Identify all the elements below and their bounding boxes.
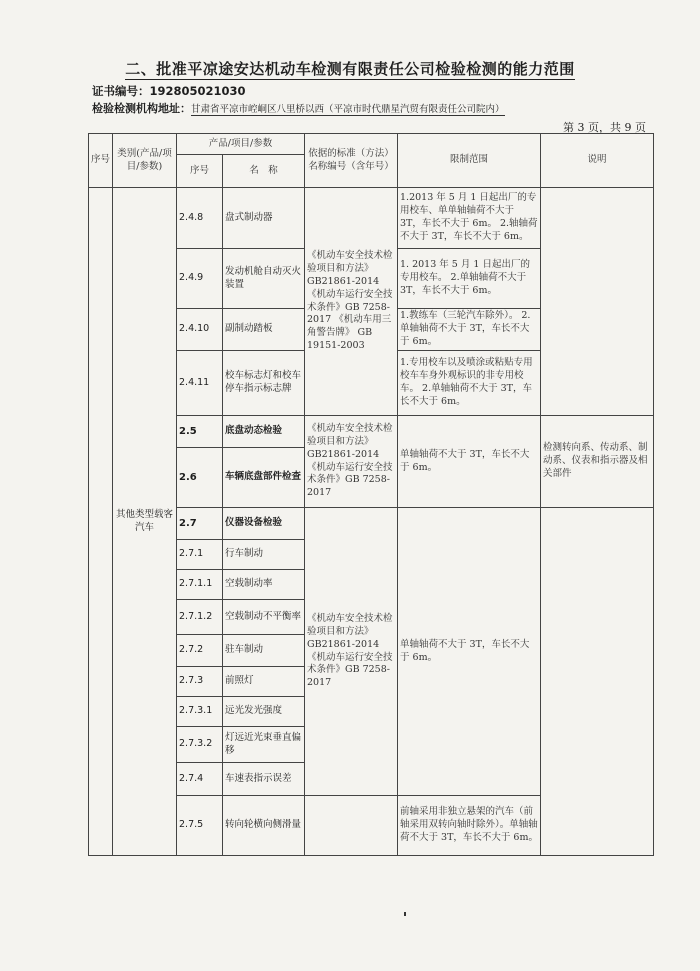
header-standard: 依据的标准（方法）名称编号（含年号）	[305, 134, 398, 188]
note-cell	[541, 508, 654, 856]
item-name: 空载制动率	[223, 570, 305, 600]
item-name: 车辆底盘部件检查	[223, 448, 305, 508]
header-category: 类别(产品/项目/参数)	[113, 134, 177, 188]
category-cell: 其他类型载客汽车	[113, 188, 177, 856]
item-name: 仪器设备检验	[223, 508, 305, 540]
note-cell: 检测转向系、传动系、制动系、仪表和指示器及相关部件	[541, 416, 654, 508]
item-name: 副制动踏板	[223, 309, 305, 351]
item-name: 驻车制动	[223, 635, 305, 667]
header-note: 说明	[541, 134, 654, 188]
item-name: 前照灯	[223, 667, 305, 697]
certificate-number: 证书编号：192805021030	[92, 84, 246, 98]
header-product-group: 产品/项目/参数	[177, 134, 305, 155]
limit-cell: 1.专用校车以及喷涂或粘贴专用校车车身外观标识的非专用校车。 2.单轴轴荷不大于 3T，车长不大于 6m。	[398, 351, 541, 416]
limit-cell: 1.教练车（三轮汽车除外）。 2.单轴轴荷不大于 3T，车长不大于 6m。	[398, 309, 541, 351]
capability-table	[88, 133, 654, 856]
item-name: 盘式制动器	[223, 188, 305, 249]
item-name: 车速表指示误差	[223, 763, 305, 796]
scan-mark	[404, 912, 406, 916]
note-cell	[541, 188, 654, 416]
item-code: 2.7	[177, 508, 223, 540]
item-code: 2.7.5	[177, 796, 223, 856]
item-name: 底盘动态检验	[223, 416, 305, 448]
limit-cell: 单轴轴荷不大于 3T，车长不大于 6m。	[398, 508, 541, 796]
page-number: 第 3 页，共 9 页	[563, 121, 646, 134]
item-name: 校车标志灯和校车停车指示标志牌	[223, 351, 305, 416]
standard-cell: 《机动车安全技术检验项目和方法》GB21861-2014 《机动车运行安全技术条件》GB 7258-2017	[305, 508, 398, 796]
item-code: 2.5	[177, 416, 223, 448]
standard-cell: 《机动车安全技术检验项目和方法》GB21861-2014 《机动车运行安全技术条件》GB 7258-2017 《机动车用三角警告牌》 GB 19151-2003	[305, 188, 398, 416]
item-code: 2.7.3	[177, 667, 223, 697]
header-item-seq: 序号	[177, 155, 223, 188]
item-code: 2.7.1.1	[177, 570, 223, 600]
seq-cell	[89, 188, 113, 856]
item-code: 2.7.4	[177, 763, 223, 796]
limit-cell: 前轴采用非独立悬架的汽车（前轴采用双转向轴时除外）。单轴轴荷不大于 3T，车长不大于 6m。	[398, 796, 541, 856]
item-code: 2.6	[177, 448, 223, 508]
item-name: 空载制动不平衡率	[223, 600, 305, 635]
institution-address: 检验检测机构地址：甘肃省平凉市崆峒区八里桥以西（平凉市时代鼎星汽贸有限责任公司院内）	[92, 102, 505, 115]
item-name: 转向轮横向侧滑量	[223, 796, 305, 856]
item-code: 2.7.3.1	[177, 697, 223, 727]
header-item-name: 名 称	[223, 155, 305, 188]
limit-cell: 1. 2013 年 5 月 1 日起出厂的专用校车。 2.单轴轴荷不大于 3T，车长不大于 6m。	[398, 249, 541, 309]
item-name: 远光发光强度	[223, 697, 305, 727]
item-code: 2.7.2	[177, 635, 223, 667]
page-title: 二、批准平凉途安达机动车检测有限责任公司检验检测的能力范围	[125, 60, 575, 78]
header-limit: 限制范围	[398, 134, 541, 188]
standard-cell: 《机动车安全技术检验项目和方法》GB21861-2014 《机动车运行安全技术条件》GB 7258-2017	[305, 416, 398, 508]
item-name: 灯远近光束垂直偏移	[223, 727, 305, 763]
item-code: 2.7.1	[177, 540, 223, 570]
standard-cell	[305, 796, 398, 856]
header-seq: 序号	[89, 134, 113, 188]
item-name: 发动机舱自动灭火装置	[223, 249, 305, 309]
item-code: 2.7.3.2	[177, 727, 223, 763]
limit-cell: 1.2013 年 5 月 1 日起出厂的专用校车、单单轴轴荷不大于 3T，车长不大于 6m。 2.轴轴荷不大于 3T，车长不大于 6m。	[398, 188, 541, 249]
item-code: 2.4.10	[177, 309, 223, 351]
item-code: 2.4.8	[177, 188, 223, 249]
item-code: 2.7.1.2	[177, 600, 223, 635]
item-name: 行车制动	[223, 540, 305, 570]
limit-cell: 单轴轴荷不大于 3T，车长不大于 6m。	[398, 416, 541, 508]
item-code: 2.4.11	[177, 351, 223, 416]
item-code: 2.4.9	[177, 249, 223, 309]
